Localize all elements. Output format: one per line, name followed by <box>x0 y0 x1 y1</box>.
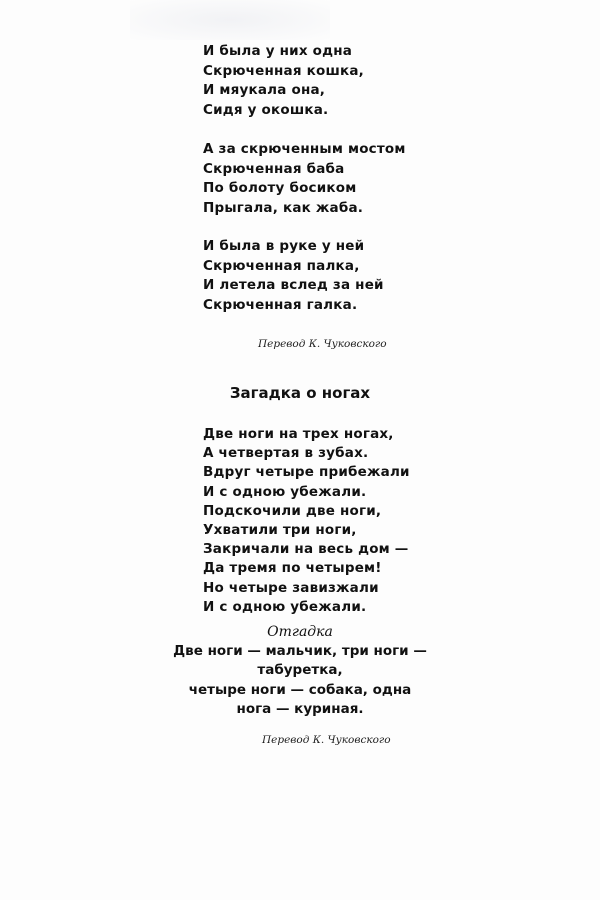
poem-line: А за скрюченным мостом <box>203 141 406 157</box>
poem-line: Сидя у окошка. <box>203 101 329 118</box>
riddle-answer <box>150 623 450 719</box>
poem-line: Скрюченная баба <box>203 160 345 177</box>
poem-line: Но четыре завизжали <box>203 579 379 596</box>
poem-line: А четвертая в зубах. <box>203 445 369 462</box>
poem1-stanza-2 <box>203 140 406 218</box>
scan-smudge <box>130 0 330 40</box>
poem-line: Скрюченная кошка, <box>203 62 364 79</box>
poem-line: Скрюченная палка, <box>203 257 360 274</box>
poem-line: И с одною убежали. <box>203 483 367 500</box>
poem-line: И была в руке у ней <box>203 238 365 254</box>
answer-label: Отгадка <box>267 624 333 640</box>
translator-credit: Перевод К. Чуковского <box>262 734 391 746</box>
poem-line: Прыгала, как жаба. <box>203 199 364 216</box>
poem1-stanza-1 <box>203 42 364 120</box>
poem-line: Скрюченная галка. <box>203 296 358 313</box>
answer-line: Две ноги — мальчик, три ноги — <box>173 643 427 660</box>
poem1-stanza-3 <box>203 237 384 315</box>
answer-line: табуретка, <box>257 662 343 679</box>
poem-line: И летела вслед за ней <box>203 277 384 293</box>
poem-line: И мяукала она, <box>203 82 326 98</box>
poem-line: И была у них одна <box>203 43 353 59</box>
translator-credit: Перевод К. Чуковского <box>258 338 387 350</box>
poem-line: И с одною убежали. <box>203 598 367 615</box>
poem2-body <box>203 425 410 617</box>
poem-title: Загадка о ногах <box>229 384 371 402</box>
poem-line: По болоту босиком <box>203 180 357 196</box>
poem-line: Подскочили две ноги, <box>203 502 382 519</box>
answer-line: четыре ноги — собака, одна <box>188 681 412 698</box>
poem-line: Да тремя по четырем! <box>203 560 382 577</box>
answer-line: нога — куриная. <box>236 700 364 717</box>
poem-line: Вдруг четыре прибежали <box>203 464 410 481</box>
poem-line: Ухватили три ноги, <box>203 522 357 539</box>
poem-line: Две ноги на трех ногах, <box>203 426 394 442</box>
poem-line: Закричали на весь дом — <box>203 541 409 558</box>
